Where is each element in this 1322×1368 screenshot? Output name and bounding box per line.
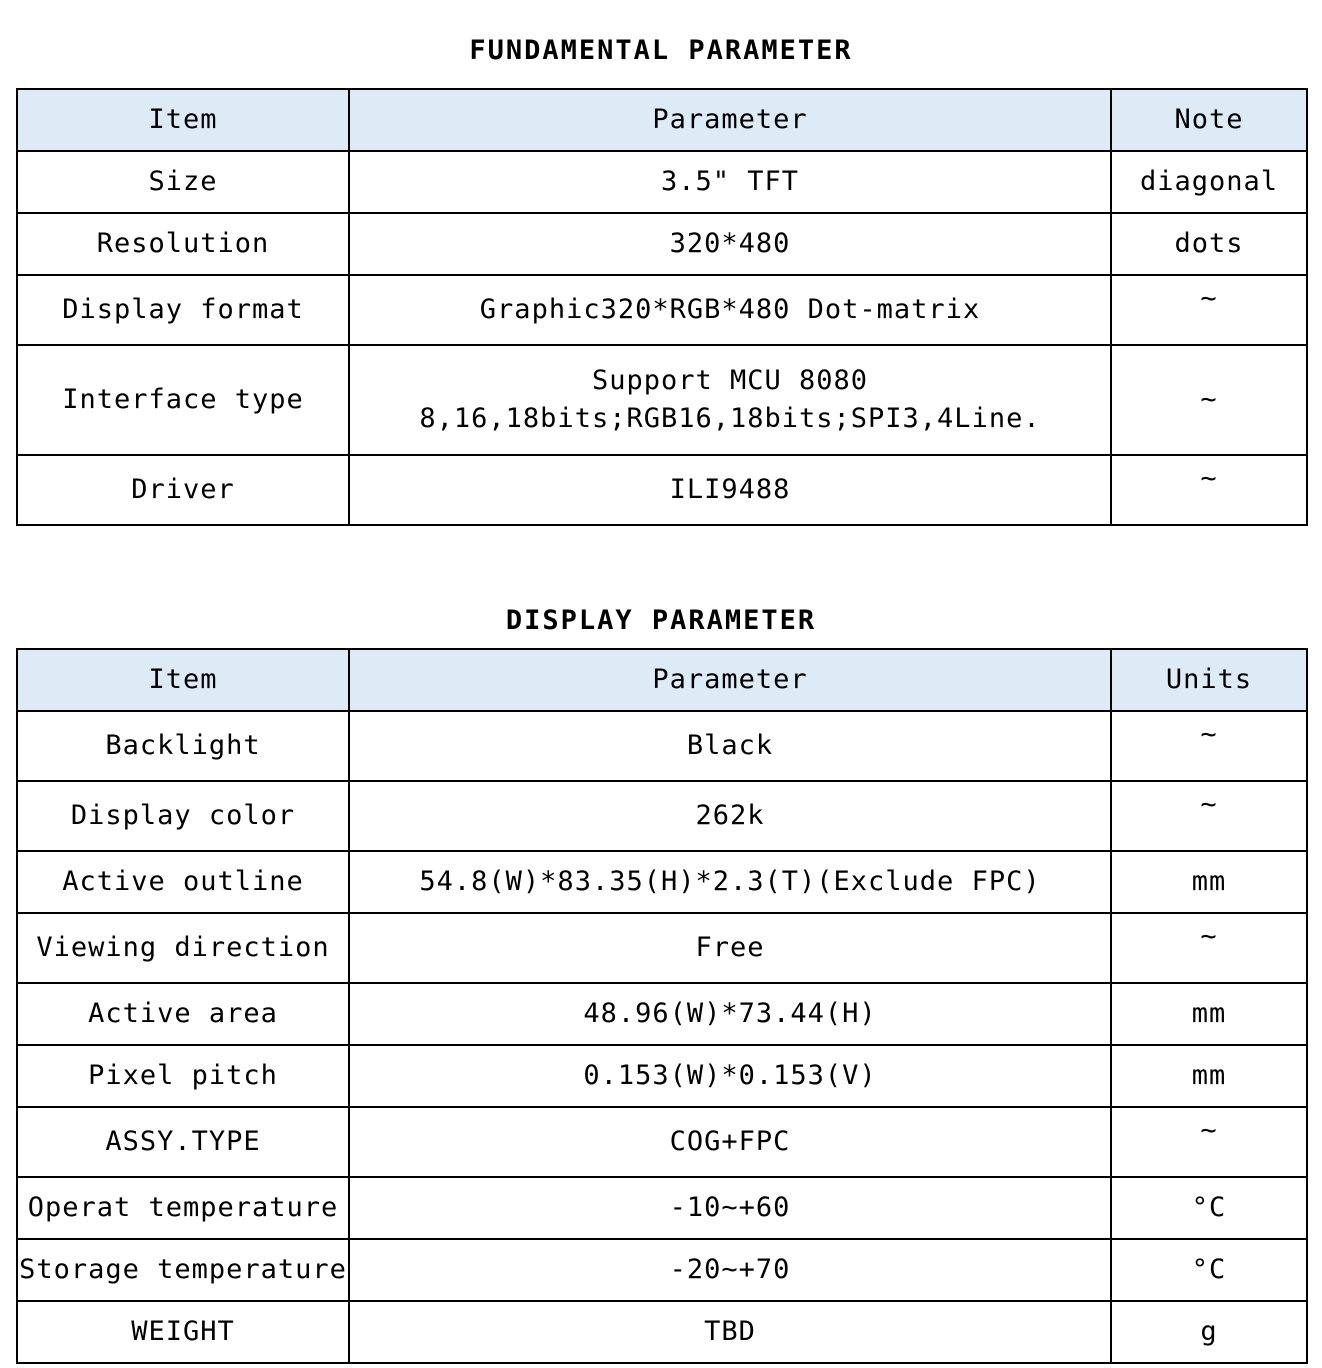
table-header-row [17,649,1307,711]
row-note: ~ [1111,455,1307,525]
row-parameter: 48.96(W)*73.44(H) [349,983,1111,1045]
row-item: Active area [17,983,349,1045]
row-parameter: TBD [349,1301,1111,1363]
row-unit: g [1111,1301,1307,1363]
row-unit: ~ [1111,781,1307,851]
row-note: ~ [1111,275,1307,345]
row-unit: °C [1111,1239,1307,1301]
row-parameter [349,455,1111,525]
table-row [17,1045,1307,1107]
row-parameter: -10~+60 [349,1177,1111,1239]
header-note: Note [1111,89,1307,151]
row-item: Pixel pitch [17,1045,349,1107]
row-item: ASSY.TYPE [17,1107,349,1177]
table-row [17,781,1307,851]
row-unit: mm [1111,851,1307,913]
row-unit: ~ [1111,913,1307,983]
row-note: diagonal [1111,151,1307,213]
table-row [17,275,1307,345]
table-header-row [17,89,1307,151]
row-parameter: -20~+70 [349,1239,1111,1301]
table-row [17,1107,1307,1177]
row-item: Interface type [17,345,349,455]
row-parameter: COG+FPC [349,1107,1111,1177]
table-row [17,1301,1307,1363]
parameter-line: 320*480 [669,228,791,259]
table-row [17,345,1307,455]
row-parameter: 54.8(W)*83.35(H)*2.3(T)(Exclude FPC) [349,851,1111,913]
row-parameter: Black [349,711,1111,781]
row-item: Storage temperature [17,1239,349,1301]
row-item: Size [17,151,349,213]
table-row [17,1177,1307,1239]
row-parameter: 262k [349,781,1111,851]
header-item: Item [17,649,349,711]
parameter-line: Support MCU 8080 [591,365,869,396]
header-units: Units [1111,649,1307,711]
parameter-line: Graphic320*RGB*480 Dot-matrix [479,294,981,325]
row-item: Operat temperature [17,1177,349,1239]
row-item: Backlight [17,711,349,781]
parameter-line: 8,16,18bits;RGB16,18bits;SPI3,4Line. [419,403,1041,434]
header-parameter: Parameter [349,89,1111,151]
row-parameter [349,151,1111,213]
table-row [17,1239,1307,1301]
table-row [17,455,1307,525]
table-row [17,213,1307,275]
row-item: Display color [17,781,349,851]
row-item: Display format [17,275,349,345]
row-parameter: Free [349,913,1111,983]
table-row [17,711,1307,781]
row-parameter: 0.153(W)*0.153(V) [349,1045,1111,1107]
row-unit: mm [1111,983,1307,1045]
row-unit: °C [1111,1177,1307,1239]
row-parameter [349,275,1111,345]
fundamental-parameter-title: FUNDAMENTAL PARAMETER [469,35,853,66]
parameter-line: ILI9488 [669,474,791,505]
table-row [17,913,1307,983]
row-note: ~ [1111,345,1307,455]
row-unit: ~ [1111,711,1307,781]
row-note: dots [1111,213,1307,275]
display-parameter-table [16,648,1308,1364]
row-unit: mm [1111,1045,1307,1107]
row-item: Resolution [17,213,349,275]
row-unit: ~ [1111,1107,1307,1177]
table-row [17,851,1307,913]
row-item: Driver [17,455,349,525]
table-row [17,151,1307,213]
row-parameter [349,345,1111,455]
header-item: Item [17,89,349,151]
row-item: WEIGHT [17,1301,349,1363]
fundamental-parameter-table [16,88,1308,526]
row-parameter [349,213,1111,275]
row-item: Active outline [17,851,349,913]
parameter-line: 3.5" TFT [660,166,800,197]
table-row [17,983,1307,1045]
header-parameter: Parameter [349,649,1111,711]
display-parameter-title: DISPLAY PARAMETER [505,605,817,636]
row-item: Viewing direction [17,913,349,983]
